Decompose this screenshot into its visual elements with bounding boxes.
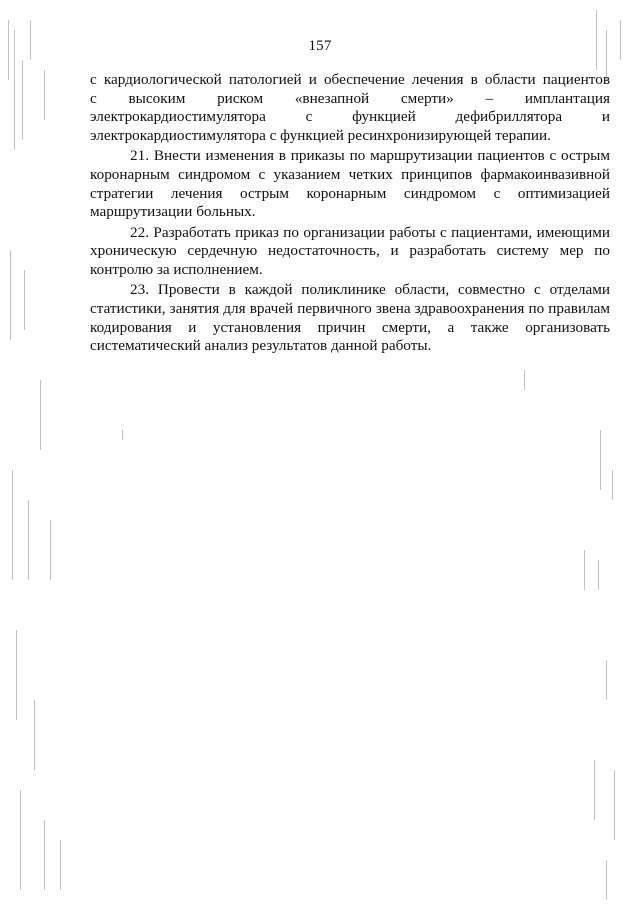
text-line: 23. Провести в каждой поликлинике области, совместно с отделами	[130, 281, 610, 299]
paragraph-intro	[90, 71, 610, 146]
document-body	[90, 71, 610, 356]
text-line: кодирования и установления причин смерти, а также организовать	[90, 318, 610, 336]
paragraph-item-23	[90, 281, 610, 356]
paragraph-item-21	[90, 147, 610, 222]
text-line: статистики, занятия для врачей первичного звена здравоохранения по правилам	[90, 299, 610, 317]
text-line: 21. Внести изменения в приказы по маршрутизации пациентов с острым	[130, 147, 610, 165]
paragraph-item-22	[90, 224, 610, 280]
text-line: электрокардиостимулятора с функцией ресинхронизирующей терапии.	[90, 127, 551, 145]
text-line: электрокардиостимулятора с функцией дефибриллятора и	[90, 108, 610, 126]
page-number: 157	[308, 38, 332, 54]
text-line: с кардиологической патологией и обеспечение лечения в области пациентов	[90, 71, 610, 88]
text-line: систематический анализ результатов данной работы.	[90, 337, 432, 355]
text-line: стратегии лечения острым коронарным синдромом с оптимизацией	[90, 184, 610, 202]
text-line: коронарным синдромом с указанием четких принципов фармакоинвазивной	[90, 166, 610, 184]
text-line: 22. Разработать приказ по организации работы с пациентами, имеющими	[130, 223, 610, 241]
text-line: хроническую сердечную недостаточность, и разработать систему мер по	[90, 242, 610, 260]
text-line: маршрутизации больных.	[90, 203, 256, 221]
text-line: с высоким риском «внезапной смерти» – имплантация	[90, 89, 610, 107]
text-line: контролю за исполнением.	[90, 261, 263, 279]
